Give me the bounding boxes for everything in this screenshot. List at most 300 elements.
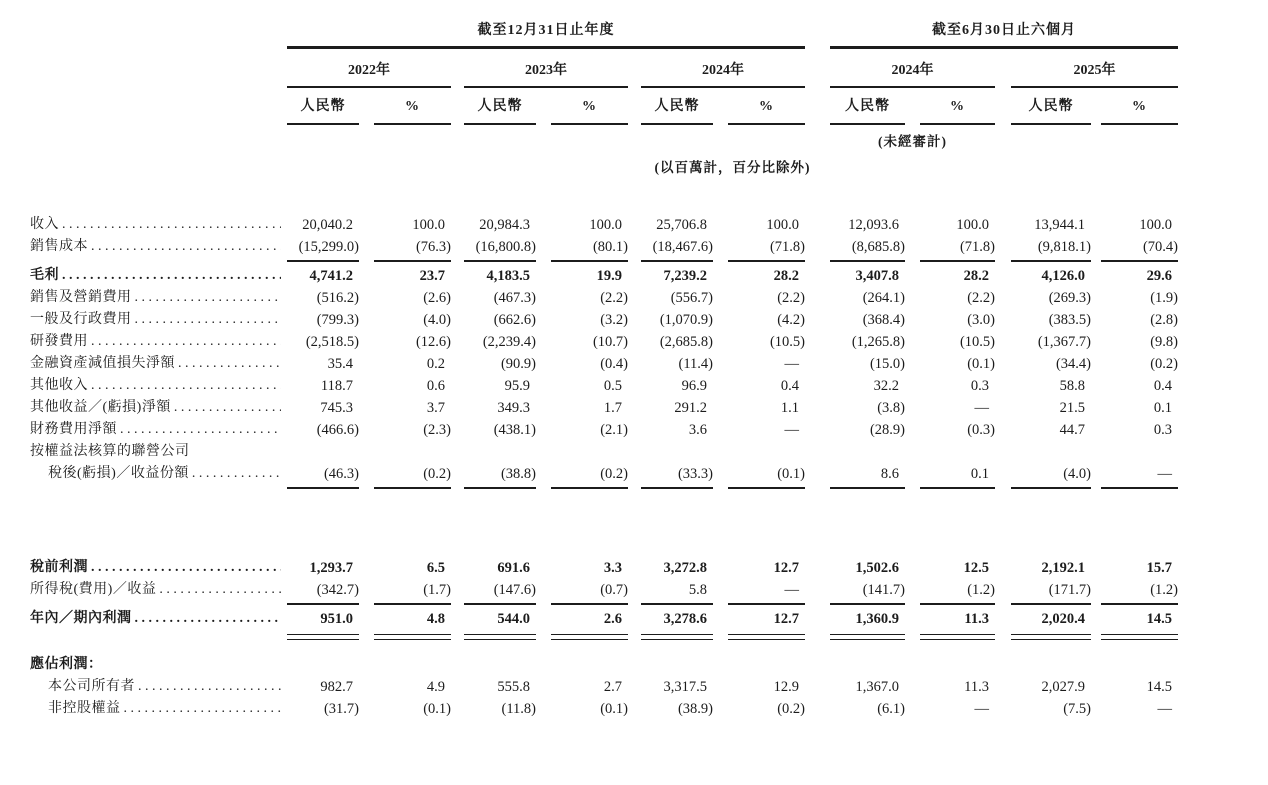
value-cell: 1,367.0 (855, 679, 899, 695)
value-cell: 7,239.2 (663, 268, 707, 284)
value-cell: 35.4 (327, 356, 353, 372)
rule-line (830, 487, 905, 489)
value-cell: 3,272.8 (663, 560, 707, 576)
value-cell: (0.1) (423, 701, 451, 717)
year-rule (641, 86, 805, 88)
value-cell: (466.6) (316, 422, 359, 438)
value-cell: (11.8) (501, 701, 536, 717)
value-cell: 4,183.5 (486, 268, 530, 284)
rule-line (920, 260, 995, 262)
value-cell: (4.0) (423, 312, 451, 328)
value-cell: 12,093.6 (848, 217, 899, 233)
rule-line (464, 487, 536, 489)
dot-leader (62, 265, 281, 287)
rule-line (1011, 634, 1091, 640)
value-cell: (18,467.6) (652, 239, 713, 255)
value-cell: (11.4) (678, 356, 713, 372)
value-cell: 0.3 (1153, 422, 1172, 438)
value-cell: (34.4) (1055, 356, 1091, 372)
dot-leader (138, 676, 281, 698)
table-row (0, 375, 1268, 397)
value-cell: 0.1 (1153, 400, 1172, 416)
value-cell: (1.2) (967, 582, 995, 598)
value-cell: (438.1) (493, 422, 536, 438)
value-cell: — (1157, 466, 1172, 482)
value-cell: 29.6 (1146, 268, 1172, 284)
percent-column-header: % (759, 99, 774, 114)
value-cell: (0.2) (600, 466, 628, 482)
year-header: 2022年 (348, 63, 390, 78)
value-cell: (1.7) (423, 582, 451, 598)
value-cell: 100.0 (956, 217, 989, 233)
value-cell: (38.9) (677, 701, 713, 717)
row-label-text: 財務費用淨額 (30, 422, 117, 437)
dot-leader (174, 397, 281, 419)
rule-line (287, 260, 359, 262)
value-cell: 2,020.4 (1041, 611, 1085, 627)
value-cell: (2,518.5) (305, 334, 359, 350)
value-cell: 32.2 (873, 378, 899, 394)
column-rule (551, 123, 628, 125)
value-cell: (556.7) (670, 290, 713, 306)
value-cell: (8,685.8) (851, 239, 905, 255)
value-cell: (147.6) (493, 582, 536, 598)
year-rule (464, 86, 628, 88)
percent-column-header: % (950, 99, 965, 114)
rule-line (728, 634, 805, 640)
value-cell: (4.0) (1063, 466, 1091, 482)
rule-line (1101, 260, 1178, 262)
value-cell: — (784, 422, 799, 438)
single-rule-row (0, 260, 1268, 262)
year-header: 2023年 (525, 63, 567, 78)
rule-line (551, 260, 628, 262)
value-cell: (3.8) (877, 400, 905, 416)
row-label (0, 353, 287, 375)
value-cell: (264.1) (862, 290, 905, 306)
rule-line (1101, 487, 1178, 489)
rule-line (920, 634, 995, 640)
row-label (0, 654, 287, 676)
value-cell: (0.2) (423, 466, 451, 482)
value-cell: 19.9 (596, 268, 622, 284)
value-cell: 100.0 (766, 217, 799, 233)
value-cell: — (974, 701, 989, 717)
value-cell: (70.4) (1142, 239, 1178, 255)
value-cell: 3,278.6 (663, 611, 707, 627)
rule-line (1101, 603, 1178, 605)
dot-leader (91, 331, 281, 353)
value-cell: 12.7 (773, 611, 799, 627)
row-label-text: 非控股權益 (48, 701, 121, 716)
row-label-text: 其他收益／(虧損)淨額 (30, 400, 171, 415)
value-cell: 12.7 (773, 560, 799, 576)
value-cell: 4,126.0 (1041, 268, 1085, 284)
value-cell: (6.1) (877, 701, 905, 717)
column-rule (464, 123, 536, 125)
value-cell: (2.1) (600, 422, 628, 438)
table-row (0, 265, 1268, 287)
value-cell: 3.3 (603, 560, 622, 576)
row-label (0, 331, 287, 353)
value-cell: 2.7 (603, 679, 622, 695)
value-cell: 0.3 (970, 378, 989, 394)
value-cell: 0.5 (603, 378, 622, 394)
table-row (0, 441, 1268, 463)
value-cell: 745.3 (320, 400, 353, 416)
value-cell: 0.6 (426, 378, 445, 394)
value-cell: (3.0) (967, 312, 995, 328)
value-cell: (2.2) (600, 290, 628, 306)
column-rule (728, 123, 805, 125)
value-cell: (46.3) (323, 466, 359, 482)
value-cell: 15.7 (1146, 560, 1172, 576)
value-cell: (10.5) (769, 334, 805, 350)
row-label (0, 265, 287, 287)
table-row (0, 676, 1268, 698)
value-cell: (2.2) (967, 290, 995, 306)
rule-line (920, 487, 995, 489)
value-cell: 118.7 (320, 378, 353, 394)
rmb-column-header: 人民幣 (1028, 99, 1074, 114)
rule-line (464, 260, 536, 262)
value-cell: 21.5 (1059, 400, 1085, 416)
row-label (0, 698, 287, 720)
dot-leader (91, 375, 281, 397)
year-rule-row (0, 86, 1268, 88)
value-cell: 1,360.9 (855, 611, 899, 627)
value-cell: (467.3) (493, 290, 536, 306)
value-cell: 95.9 (504, 378, 530, 394)
value-cell: 349.3 (497, 400, 530, 416)
value-cell: 2.6 (603, 611, 622, 627)
row-label (0, 375, 287, 397)
dot-leader (178, 353, 281, 375)
value-cell: (0.3) (967, 422, 995, 438)
value-cell: 3.7 (426, 400, 445, 416)
value-cell: 13,944.1 (1034, 217, 1085, 233)
value-cell: 14.5 (1146, 679, 1172, 695)
row-label (0, 579, 287, 601)
units-note-row (0, 160, 1268, 176)
year-header: 2025年 (1073, 63, 1116, 78)
row-label (0, 236, 287, 258)
value-cell: (2.3) (423, 422, 451, 438)
rule-line (641, 634, 713, 640)
year-rule (1011, 86, 1178, 88)
table-row (0, 557, 1268, 579)
table-row (0, 309, 1268, 331)
value-cell: 25,706.8 (656, 217, 707, 233)
value-cell: (1.2) (1150, 582, 1178, 598)
row-label (0, 557, 287, 579)
value-cell: (0.1) (777, 466, 805, 482)
value-cell: (10.5) (959, 334, 995, 350)
value-cell: (141.7) (862, 582, 905, 598)
column-rule (1011, 123, 1091, 125)
table-body (0, 214, 1268, 720)
rule-line (728, 487, 805, 489)
dot-leader (91, 236, 281, 258)
rule-line (551, 603, 628, 605)
rule-line (374, 260, 451, 262)
rule-line (287, 603, 359, 605)
value-cell: 3,317.5 (663, 679, 707, 695)
rmb-column-header: 人民幣 (300, 99, 346, 114)
value-cell: 58.8 (1059, 378, 1085, 394)
value-cell: (799.3) (316, 312, 359, 328)
value-cell: (2,685.8) (659, 334, 713, 350)
table-row (0, 608, 1268, 630)
table-row (0, 397, 1268, 419)
row-label-text: 毛利 (30, 268, 59, 283)
value-cell: 0.1 (970, 466, 989, 482)
rmb-column-header: 人民幣 (845, 99, 890, 114)
rule-line (1011, 260, 1091, 262)
rule-line (641, 603, 713, 605)
column-rule (920, 123, 995, 125)
row-label (0, 608, 287, 630)
table-row (0, 698, 1268, 720)
rule-line (374, 603, 451, 605)
value-cell: (38.8) (500, 466, 536, 482)
value-cell: (15.0) (869, 356, 905, 372)
value-cell: 982.7 (320, 679, 353, 695)
dot-leader (135, 309, 282, 331)
dot-leader (135, 608, 282, 630)
value-cell: (33.3) (677, 466, 713, 482)
row-label-text: 年內／期內利潤 (30, 611, 132, 626)
row-label-text: 其他收入 (30, 378, 88, 393)
value-cell: (15,299.0) (298, 239, 359, 255)
value-cell: (2,239.4) (482, 334, 536, 350)
rule-line (464, 634, 536, 640)
dot-leader (120, 419, 281, 441)
value-cell: 28.2 (773, 268, 799, 284)
value-cell: — (784, 582, 799, 598)
value-cell: 951.0 (320, 611, 353, 627)
currency-percent-header-row (0, 98, 1268, 116)
column-rule (830, 123, 905, 125)
dot-leader (62, 214, 281, 236)
dot-leader (159, 579, 281, 601)
value-cell: (2.2) (777, 290, 805, 306)
table-row (0, 463, 1268, 485)
dot-leader (91, 557, 281, 579)
interim-period-title: 截至6月30日止六個月 (932, 23, 1076, 38)
double-rule-row (0, 634, 1268, 640)
year-rule (830, 86, 995, 88)
value-cell: (368.4) (862, 312, 905, 328)
rule-line (728, 603, 805, 605)
year-header: 2024年 (891, 63, 934, 78)
value-cell: (1.9) (1150, 290, 1178, 306)
percent-column-header: % (1132, 99, 1147, 114)
rule-line (728, 260, 805, 262)
value-cell: 28.2 (963, 268, 989, 284)
annual-group-rule (287, 46, 805, 49)
value-cell: 1,293.7 (309, 560, 353, 576)
dot-leader (192, 463, 281, 485)
value-cell: (516.2) (316, 290, 359, 306)
column-rule-row (0, 123, 1268, 125)
group-rule-row (0, 46, 1268, 49)
value-cell: (2.8) (1150, 312, 1178, 328)
value-cell: (342.7) (316, 582, 359, 598)
row-label-text: 收入 (30, 217, 59, 232)
row-label-text: 本公司所有者 (48, 679, 135, 694)
row-label (0, 676, 287, 698)
single-rule-row (0, 603, 1268, 605)
dot-leader (124, 698, 282, 720)
value-cell: 0.2 (426, 356, 445, 372)
value-cell: (2.6) (423, 290, 451, 306)
value-cell: 4.9 (426, 679, 445, 695)
value-cell: 100.0 (589, 217, 622, 233)
value-cell: (0.4) (600, 356, 628, 372)
row-label (0, 214, 287, 236)
value-cell: 544.0 (497, 611, 530, 627)
value-cell: (3.2) (600, 312, 628, 328)
rule-line (1101, 634, 1178, 640)
row-label (0, 463, 287, 485)
value-cell: (28.9) (869, 422, 905, 438)
value-cell: 11.3 (964, 679, 989, 695)
value-cell: (171.7) (1048, 582, 1091, 598)
rule-line (920, 603, 995, 605)
annual-period-title: 截至12月31日止年度 (477, 23, 615, 38)
period-header-row (0, 22, 1268, 40)
unaudited-note-row (0, 134, 1268, 150)
row-label-text: 按權益法核算的聯營公司 (30, 444, 190, 459)
value-cell: 5.8 (688, 582, 707, 598)
value-cell: — (784, 356, 799, 372)
value-cell: 20,040.2 (302, 217, 353, 233)
row-label (0, 397, 287, 419)
value-cell: (7.5) (1063, 701, 1091, 717)
dot-leader (135, 287, 282, 309)
row-label-text: 所得稅(費用)／收益 (30, 582, 157, 597)
value-cell: 291.2 (674, 400, 707, 416)
rule-line (641, 487, 713, 489)
value-cell: 8.6 (880, 466, 899, 482)
row-label-text: 研發費用 (30, 334, 88, 349)
unaudited-note: (未經審計) (878, 134, 947, 149)
rule-line (830, 260, 905, 262)
rule-line (287, 487, 359, 489)
table-row (0, 353, 1268, 375)
row-label-text: 銷售及營銷費用 (30, 290, 132, 305)
rule-line (551, 487, 628, 489)
value-cell: 14.5 (1146, 611, 1172, 627)
row-label (0, 287, 287, 309)
value-cell: 0.4 (1153, 378, 1172, 394)
year-header: 2024年 (702, 63, 744, 78)
table-row (0, 287, 1268, 309)
column-rule (374, 123, 451, 125)
value-cell: 100.0 (1139, 217, 1172, 233)
value-cell: 0.4 (780, 378, 799, 394)
value-cell: (0.7) (600, 582, 628, 598)
value-cell: (383.5) (1048, 312, 1091, 328)
value-cell: 44.7 (1059, 422, 1085, 438)
value-cell: (1,265.8) (851, 334, 905, 350)
value-cell: 2,027.9 (1041, 679, 1085, 695)
row-label (0, 419, 287, 441)
value-cell: 96.9 (681, 378, 707, 394)
value-cell: (662.6) (493, 312, 536, 328)
value-cell: (1,070.9) (659, 312, 713, 328)
value-cell: 3,407.8 (855, 268, 899, 284)
value-cell: (0.1) (600, 701, 628, 717)
column-rule (641, 123, 713, 125)
value-cell: — (974, 400, 989, 416)
value-cell: 23.7 (419, 268, 445, 284)
value-cell: 4,741.2 (309, 268, 353, 284)
value-cell: (71.8) (769, 239, 805, 255)
value-cell: (9.8) (1150, 334, 1178, 350)
row-label-text: 一般及行政費用 (30, 312, 132, 327)
value-cell: 12.5 (963, 560, 989, 576)
row-label (0, 441, 287, 463)
rule-line (287, 634, 359, 640)
value-cell: (0.2) (777, 701, 805, 717)
value-cell: 6.5 (426, 560, 445, 576)
value-cell: 20,984.3 (479, 217, 530, 233)
rule-line (551, 634, 628, 640)
percent-column-header: % (582, 99, 597, 114)
interim-group-rule (830, 46, 1178, 49)
value-cell: 2,192.1 (1041, 560, 1085, 576)
year-rule (287, 86, 451, 88)
value-cell: 1,502.6 (855, 560, 899, 576)
row-label-text: 銷售成本 (30, 239, 88, 254)
table-row (0, 331, 1268, 353)
single-rule-row (0, 487, 1268, 489)
table-row (0, 579, 1268, 601)
value-cell: 100.0 (412, 217, 445, 233)
value-cell: (10.7) (592, 334, 628, 350)
value-cell: 11.3 (964, 611, 989, 627)
row-label-text: 應佔利潤： (30, 657, 103, 672)
value-cell: 12.9 (773, 679, 799, 695)
rule-line (641, 260, 713, 262)
row-label-text: 稅後(虧損)／收益份額 (48, 466, 189, 481)
value-cell: (4.2) (777, 312, 805, 328)
value-cell: (9,818.1) (1037, 239, 1091, 255)
value-cell: 4.8 (426, 611, 445, 627)
value-cell: (71.8) (959, 239, 995, 255)
value-cell: (76.3) (415, 239, 451, 255)
value-cell: (12.6) (415, 334, 451, 350)
column-rule (1101, 123, 1178, 125)
value-cell: (80.1) (592, 239, 628, 255)
row-label-text: 金融資產減值損失淨額 (30, 356, 175, 371)
value-cell: 691.6 (497, 560, 530, 576)
rule-line (830, 603, 905, 605)
rule-line (830, 634, 905, 640)
value-cell: — (1157, 701, 1172, 717)
value-cell: 1.7 (603, 400, 622, 416)
rmb-column-header: 人民幣 (654, 99, 700, 114)
table-row (0, 654, 1268, 676)
value-cell: (269.3) (1048, 290, 1091, 306)
table-row (0, 236, 1268, 258)
rule-line (1011, 487, 1091, 489)
value-cell: 555.8 (497, 679, 530, 695)
value-cell: (0.1) (967, 356, 995, 372)
value-cell: (1,367.7) (1037, 334, 1091, 350)
